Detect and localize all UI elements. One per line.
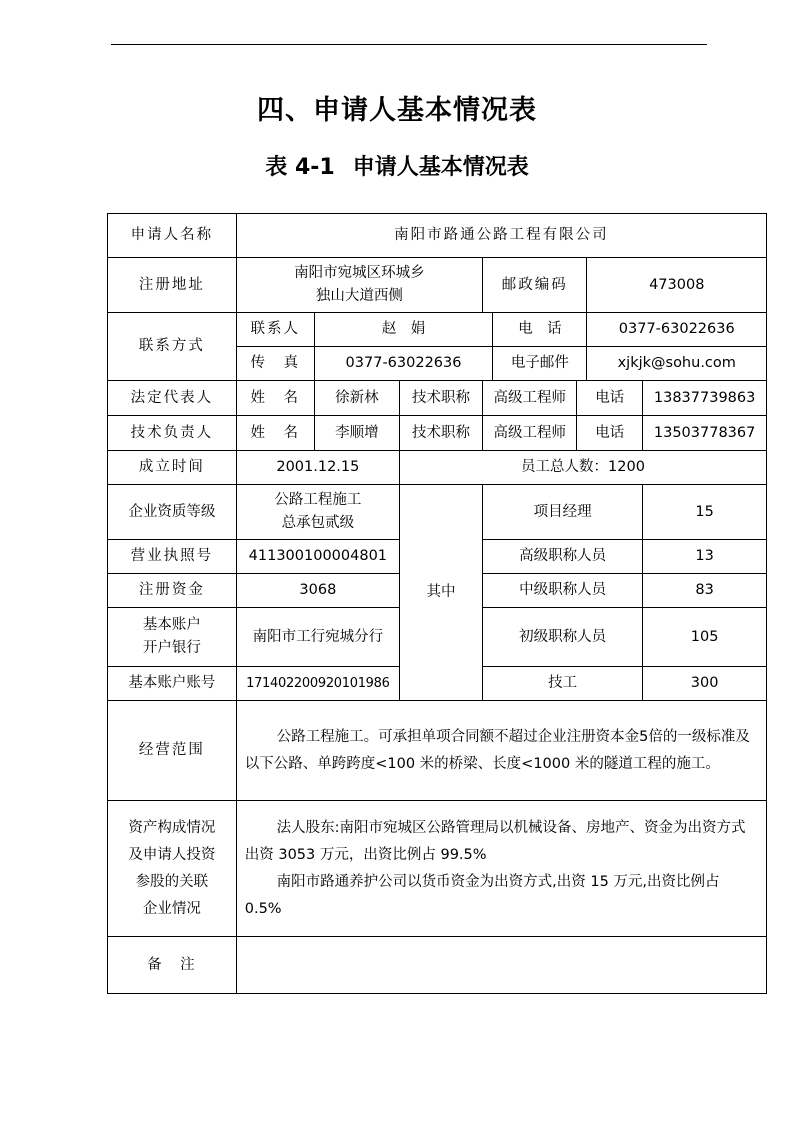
applicant-name-value: 南阳市路通公路工程有限公司 [236,214,766,258]
contact-label: 联系方式 [108,313,237,381]
founded-label: 成立时间 [108,451,237,485]
assets-paragraph-2: 南阳市路通养护公司以货币资金为出资方式,出资 15 万元,出资比例占 0.5% [244,873,720,917]
assets-paragraph-1: 法人股东:南阳市宛城区公路管理局以机械设备、房地产、资金为出资方式出资 3053 万元，出资比例占 99.5% [244,819,746,863]
junior-count: 105 [643,608,767,667]
assets-label-line1: 资产构成情况 [128,819,216,836]
bank-value: 南阳市工行宛城分行 [236,608,399,667]
license-value: 411300100004801 [236,540,399,574]
senior-count: 13 [643,540,767,574]
tech-lead-label: 技术负责人 [108,416,237,451]
email-value: xjkjk@sohu.com [587,347,767,381]
table-row [108,485,767,540]
scope-paragraph: 公路工程施工。可承担单项合同额不超过企业注册资本金5倍的一级标准及以下公路、单跨跨度<100 米的桥梁、长度<1000 米的隧道工程的施工。 [244,728,750,772]
header-rule [111,44,707,45]
page-title: 四、申请人基本情况表 [257,95,537,126]
scope-text [236,701,766,801]
email-label: 电子邮件 [493,347,587,381]
assets-label [108,801,237,937]
table-title: 申请人基本情况表 [352,155,529,180]
staff-total: 员工总人数：1200 [399,451,766,485]
account-value: 171402200920101986 [236,667,399,701]
middle-label: 中级职称人员 [483,574,643,608]
tel-label: 电话 [577,381,643,416]
pm-count: 15 [643,485,767,540]
name-label: 姓 名 [236,381,314,416]
name-label: 姓 名 [236,416,314,451]
table-row [108,937,767,994]
reg-address-line1: 南阳市宛城区环城乡 [294,265,425,281]
reg-address-line2: 独山大道西侧 [315,288,403,304]
assets-text [236,801,766,937]
table-row [108,258,767,313]
bank-label-line1: 基本账户 [142,617,201,633]
assets-label-line3: 参股的关联 [135,873,209,890]
legal-rep-name: 徐新林 [314,381,399,416]
tech-lead-name: 李顺增 [314,416,399,451]
junior-label: 初级职称人员 [483,608,643,667]
fax-label: 传 真 [236,347,314,381]
contact-person-value: 赵 娟 [314,313,492,347]
among-label: 其中 [399,485,482,701]
fax-value: 0377-63022636 [314,347,492,381]
phone-value: 0377-63022636 [587,313,767,347]
qualification-line2: 总承包贰级 [281,515,355,531]
worker-label: 技工 [483,667,643,701]
table-row [108,451,767,485]
applicant-info-table [107,213,767,994]
qualification-value [236,485,399,540]
middle-count: 83 [643,574,767,608]
senior-label: 高级职称人员 [483,540,643,574]
applicant-name-label: 申请人名称 [108,214,237,258]
table-row [108,313,767,347]
table-row [108,801,767,937]
table-row [108,381,767,416]
postcode-value: 473008 [587,258,767,313]
tel-label: 电话 [577,416,643,451]
reg-address-label: 注册地址 [108,258,237,313]
table-number: 表 4-1 [265,155,335,180]
contact-person-label: 联系人 [236,313,314,347]
pm-label: 项目经理 [483,485,643,540]
tech-lead-tel: 13503778367 [643,416,767,451]
postcode-label: 邮政编码 [483,258,587,313]
scope-label: 经营范围 [108,701,237,801]
table-row [108,214,767,258]
qualification-label: 企业资质等级 [108,485,237,540]
table-row [108,416,767,451]
capital-label: 注册资金 [108,574,237,608]
founded-value: 2001.12.15 [236,451,399,485]
title-label: 技术职称 [399,381,482,416]
license-label: 营业执照号 [108,540,237,574]
qualification-line1: 公路工程施工 [274,492,362,508]
legal-rep-title: 高级工程师 [483,381,577,416]
legal-rep-label: 法定代表人 [108,381,237,416]
assets-label-line2: 及申请人投资 [128,846,216,863]
remarks-label: 备 注 [108,937,237,994]
phone-label: 电 话 [493,313,587,347]
assets-label-line4: 企业情况 [142,900,201,917]
capital-value: 3068 [236,574,399,608]
table-caption [0,150,794,181]
reg-address-value [236,258,482,313]
worker-count: 300 [643,667,767,701]
bank-label-line2: 开户银行 [142,640,201,656]
bank-label [108,608,237,667]
account-label: 基本账户账号 [108,667,237,701]
legal-rep-tel: 13837739863 [643,381,767,416]
tech-lead-title: 高级工程师 [483,416,577,451]
remarks-value [236,937,766,994]
grid-spacer-row [108,994,767,995]
title-label: 技术职称 [399,416,482,451]
table-row [108,701,767,801]
